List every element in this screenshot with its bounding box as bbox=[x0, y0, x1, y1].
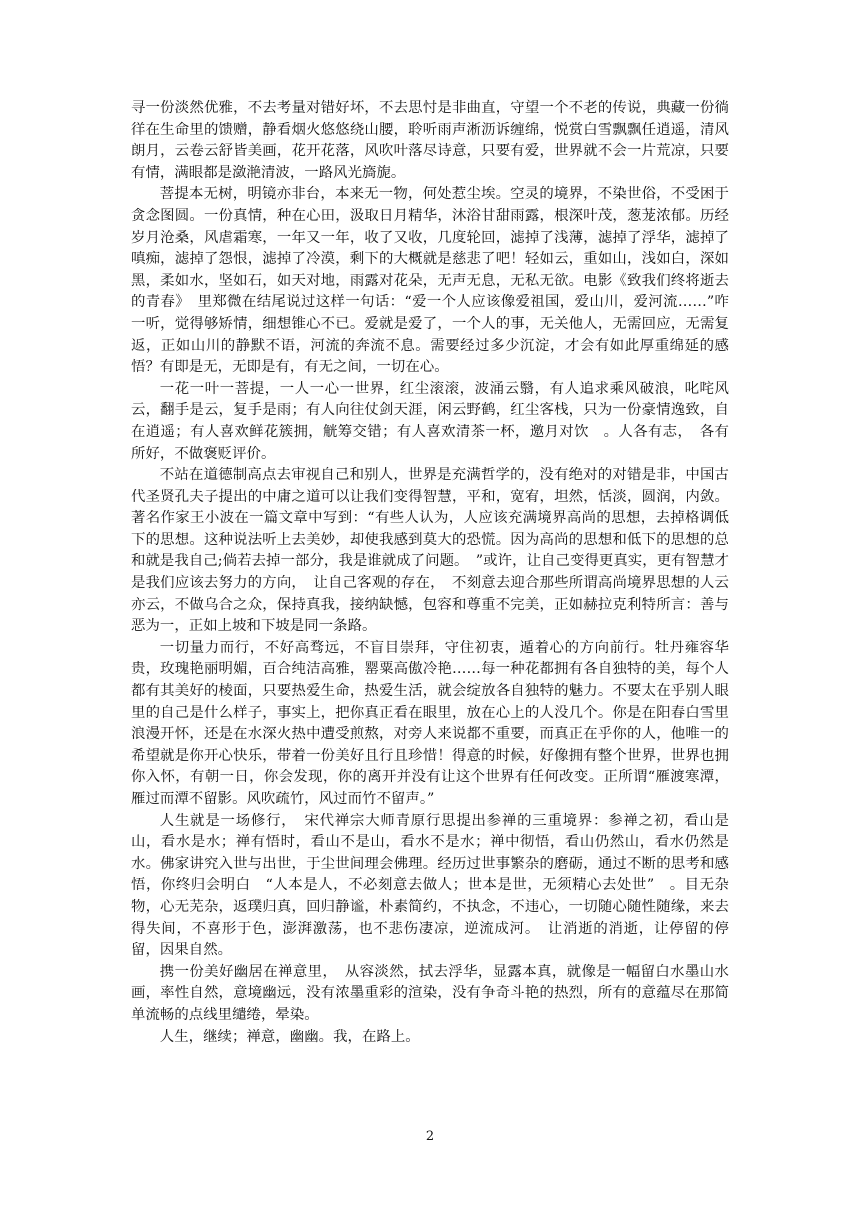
paragraph-8: 人生，继续；禅意，幽幽。我，在路上。 bbox=[159, 1028, 420, 1045]
paragraph-5: 一切量力而行，不好高骛远，不盲目崇拜，守住初衷，遁着心的方向前行。牡丹雍容华贵，玫瑰艳丽明媚，百合纯洁高雅，罂粟高傲冷艳……每一种花都拥有各自独特的美，每个人都有其美好的棱面，只要热爱生命，热爱生活，就会绽放各自独特的魅力。不要太在乎别人眼里的自己是什么样子，事实上，把你真正看在眼里，放在心上的人没几个。你是在阳春白雪里浪漫开怀，还是在水深火热中遭受煎熬，对旁人来说都不重要，而真正在乎你的人，他唯一的希望就是你开心快乐，带着一份美好且行且珍惜！得意的时候，好像拥有整个世界，世界也拥你入怀，有朝一日，你会发现，你的离开并没有让这个世界有任何改变。正所谓“雁渡寒潭，雁过而潭不留影。风吹疏竹，风过而竹不留声。” bbox=[131, 639, 729, 807]
paragraph-4: 不站在道德制高点去审视自己和别人，世界是充满哲学的，没有绝对的对错是非，中国古代圣贤孔夫子提出的中庸之道可以让我们变得智慧，平和，宽宥，坦然，恬淡，圆润，内敛。著名作家王小波在一篇文章中写到：“有些人认为，人应该充满境界高尚的思想，去掉格调低下的思想。这种说法听上去美妙，却使我感到莫大的恐慌。因为高尚的思想和低下的思想的总和就是我自己;倘若去掉一部分，我是谁就成了问题。 ”或许，让自己变得更真实，更有智慧才是我们应该去努力的方向， 让自己客观的存在， 不刻意去迎合那些所谓高尚境界思想的人云亦云，不做乌合之众，保持真我，接纳缺憾，包容和尊重不完美，正如赫拉克利特所言：善与恶为一，正如上坡和下坡是同一条路。 bbox=[131, 467, 729, 635]
document-body bbox=[131, 98, 729, 1048]
page-number: 2 bbox=[425, 1129, 435, 1144]
paragraph-3: 一花一叶一菩提，一人一心一世界，红尘滚滚，波涌云翳，有人追求乘风破浪，叱咤风云，翻手是云，复手是雨；有人向往仗剑天涯，闲云野鹤，红尘客栈，只为一份豪情逸致，自在逍遥；有人喜欢鲜花簇拥，觥筹交错；有人喜欢清茶一杯，邀月对饮 。人各有志， 各有所好，不做褒贬评价。 bbox=[131, 380, 729, 462]
paragraph-7: 携一份美好幽居在禅意里， 从容淡然，拭去浮华，显露本真，就像是一幅留白水墨山水画，率性自然，意境幽远，没有浓墨重彩的渲染，没有争奇斗艳的热烈，所有的意蕴尽在那简单流畅的点线里缱绻，晕染。 bbox=[131, 963, 729, 1023]
paragraph-6: 人生就是一场修行， 宋代禅宗大师青原行思提出参禅的三重境界：参禅之初，看山是山，看水是水；禅有悟时，看山不是山，看水不是水；禅中彻悟，看山仍然山，看水仍然是水。佛家讲究入世与出世，于尘世间理会佛理。经历过世事繁杂的磨砺，通过不断的思考和感悟，你终归会明白 “人本是人，不必刻意去做人；世本是世，无须精心去处世” 。目无杂物，心无芜杂，返璞归真，回归静谧，朴素简约，不执念，不违心，一切随心随性随缘，来去得失间，不喜形于色，澎湃激荡，也不悲伤凄凉，逆流成河。 让消逝的消逝，让停留的停留，因果自然。 bbox=[131, 812, 729, 959]
paragraph-2: 菩提本无树，明镜亦非台，本来无一物，何处惹尘埃。空灵的境界，不染世俗，不受困于贪念图圆。一份真情，种在心田，汲取日月精华，沐浴甘甜雨露，根深叶茂，葱茏浓郁。历经岁月沧桑，风虐霜寒，一年又一年，收了又收，几度轮回，滤掉了浅薄，滤掉了浮华，滤掉了嗔痴，滤掉了怨恨，滤掉了冷漠，剩下的大概就是慈悲了吧！轻如云，重如山，浅如白，深如黑，柔如水，坚如石，如天对地，雨露对花朵，无声无息，无私无欲。电影《致我们终将逝去的青春》 里郑微在结尾说过这样一句话：“爱一个人应该像爱祖国，爱山川，爱河流……”咋一听，觉得够矫情，细想锥心不已。爱就是爱了，一个人的事，无关他人，无需回应，无需复返，正如山川的静默不语，河流的奔流不息。需要经过多少沉淀，才会有如此厚重绵延的感悟？有即是无，无即是有，有无之间，一切在心。 bbox=[131, 186, 729, 376]
paragraph-1: 寻一份淡然优雅，不去考量对错好坏，不去思忖是非曲直，守望一个不老的传说，典藏一份徜徉在生命里的馈赠，静看烟火悠悠绕山腰，聆听雨声淅沥诉缠绵，悦赏白雪飘飘任逍遥，清风朗月，云卷云舒皆美画，花开花落，风吹叶落尽诗意，只要有爱，世界就不会一片荒凉，只要有情，满眼都是潋滟清波，一路风光旖旎。 bbox=[131, 100, 729, 181]
